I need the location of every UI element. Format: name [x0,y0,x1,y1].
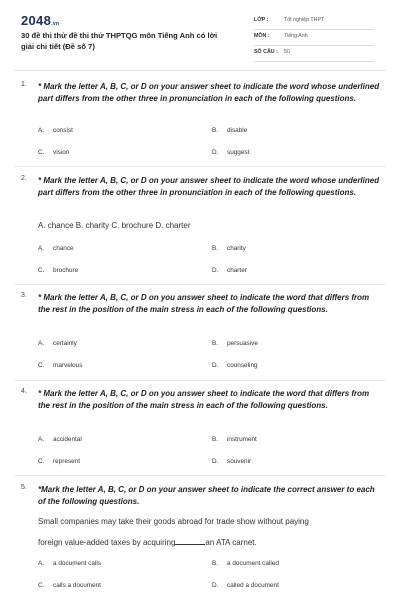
option-c[interactable]: C. brochure [38,267,79,274]
question-prompt: * Mark the letter A, B, C, or D on your answer sheet to indicate the word whose underlined part differs from the other three in pronunciation in each of the following questions. [38,176,380,197]
option-c[interactable]: C. represent [38,458,80,465]
question-number: 4. [21,388,27,395]
question-number: 5. [21,484,27,491]
option-b[interactable]: B. instrument [212,436,257,443]
answer-blank [175,536,205,545]
logo-suffix: .vn [51,21,60,27]
option-c[interactable]: C. vision [38,149,70,156]
meta-value: Tốt nghiệp THPT [284,17,325,23]
question-number: 1. [21,81,27,88]
meta-key: LỚP : [254,17,269,23]
option-c[interactable]: C. calls a document [38,582,101,589]
question-passage-line-2: foreign value-added taxes by acquiring an ATA carnet. [38,538,257,547]
meta-value: 50 [284,49,290,55]
meta-subject-row [254,30,374,46]
question-divider [14,475,386,476]
question-divider [14,380,386,381]
question-prompt: *Mark the letter A, B, C, or D on your answer sheet to indicate the correct answer to each of the following questions. [38,485,375,506]
meta-class-row [254,14,374,30]
option-b[interactable]: B. a document called [212,560,279,567]
question-number: 3. [21,292,27,299]
option-b[interactable]: B. disable [212,127,248,134]
option-a[interactable]: A. accidental [38,436,82,443]
meta-count-row [254,46,374,62]
header-divider [14,70,386,71]
option-c[interactable]: C. marvelous [38,362,83,369]
document-header [0,0,400,70]
option-b[interactable]: B. persuasive [212,340,258,347]
question-prompt: * Mark the letter A, B, C, or D on you answer sheet to indicate the word that differs from the rest in the position of the main stress in each of the following questions. [38,389,370,410]
option-a[interactable]: A. a document calls [38,560,101,567]
question-divider [14,284,386,285]
document-meta [254,14,374,62]
option-d[interactable]: D. charter [212,267,247,274]
option-a[interactable]: A. chance [38,245,74,252]
option-b[interactable]: B. charity [212,245,246,252]
question-prompt: * Mark the letter A, B, C, or D on you answer sheet to indicate the word that differs from the rest in the position of the main stress in each of the following questions. [38,293,370,314]
meta-key: SỐ CÂU : [254,49,278,55]
question-passage: A. chance B. charity C. brochure D. charter [38,221,191,230]
option-a[interactable]: A. consist [38,127,73,134]
question-prompt: * Mark the letter A, B, C, or D on your answer sheet to indicate the word whose underlined part differs from the other three in pronunciation in each of the following questions. [38,82,380,103]
question-passage-line-1: Small companies may take their goods abroad for trade show without paying [38,517,309,526]
option-d[interactable]: D. souvenir [212,458,252,465]
question-divider [14,166,386,167]
site-logo[interactable] [21,13,59,28]
logo-text: 2048 [21,13,52,28]
option-a[interactable]: A. certainly [38,340,77,347]
option-d[interactable]: D. suggest [212,149,250,156]
meta-value: Tiếng Anh [284,33,308,39]
option-d[interactable]: D. counseling [212,362,258,369]
document-title: 30 đề thi thử đề thi thử THPTQG môn Tiếng Anh có lời giải chi tiết (Đề số 7) [21,31,218,51]
option-d[interactable]: D. called a document [212,582,279,589]
meta-key: MÔN : [254,33,270,39]
question-number: 2. [21,175,27,182]
